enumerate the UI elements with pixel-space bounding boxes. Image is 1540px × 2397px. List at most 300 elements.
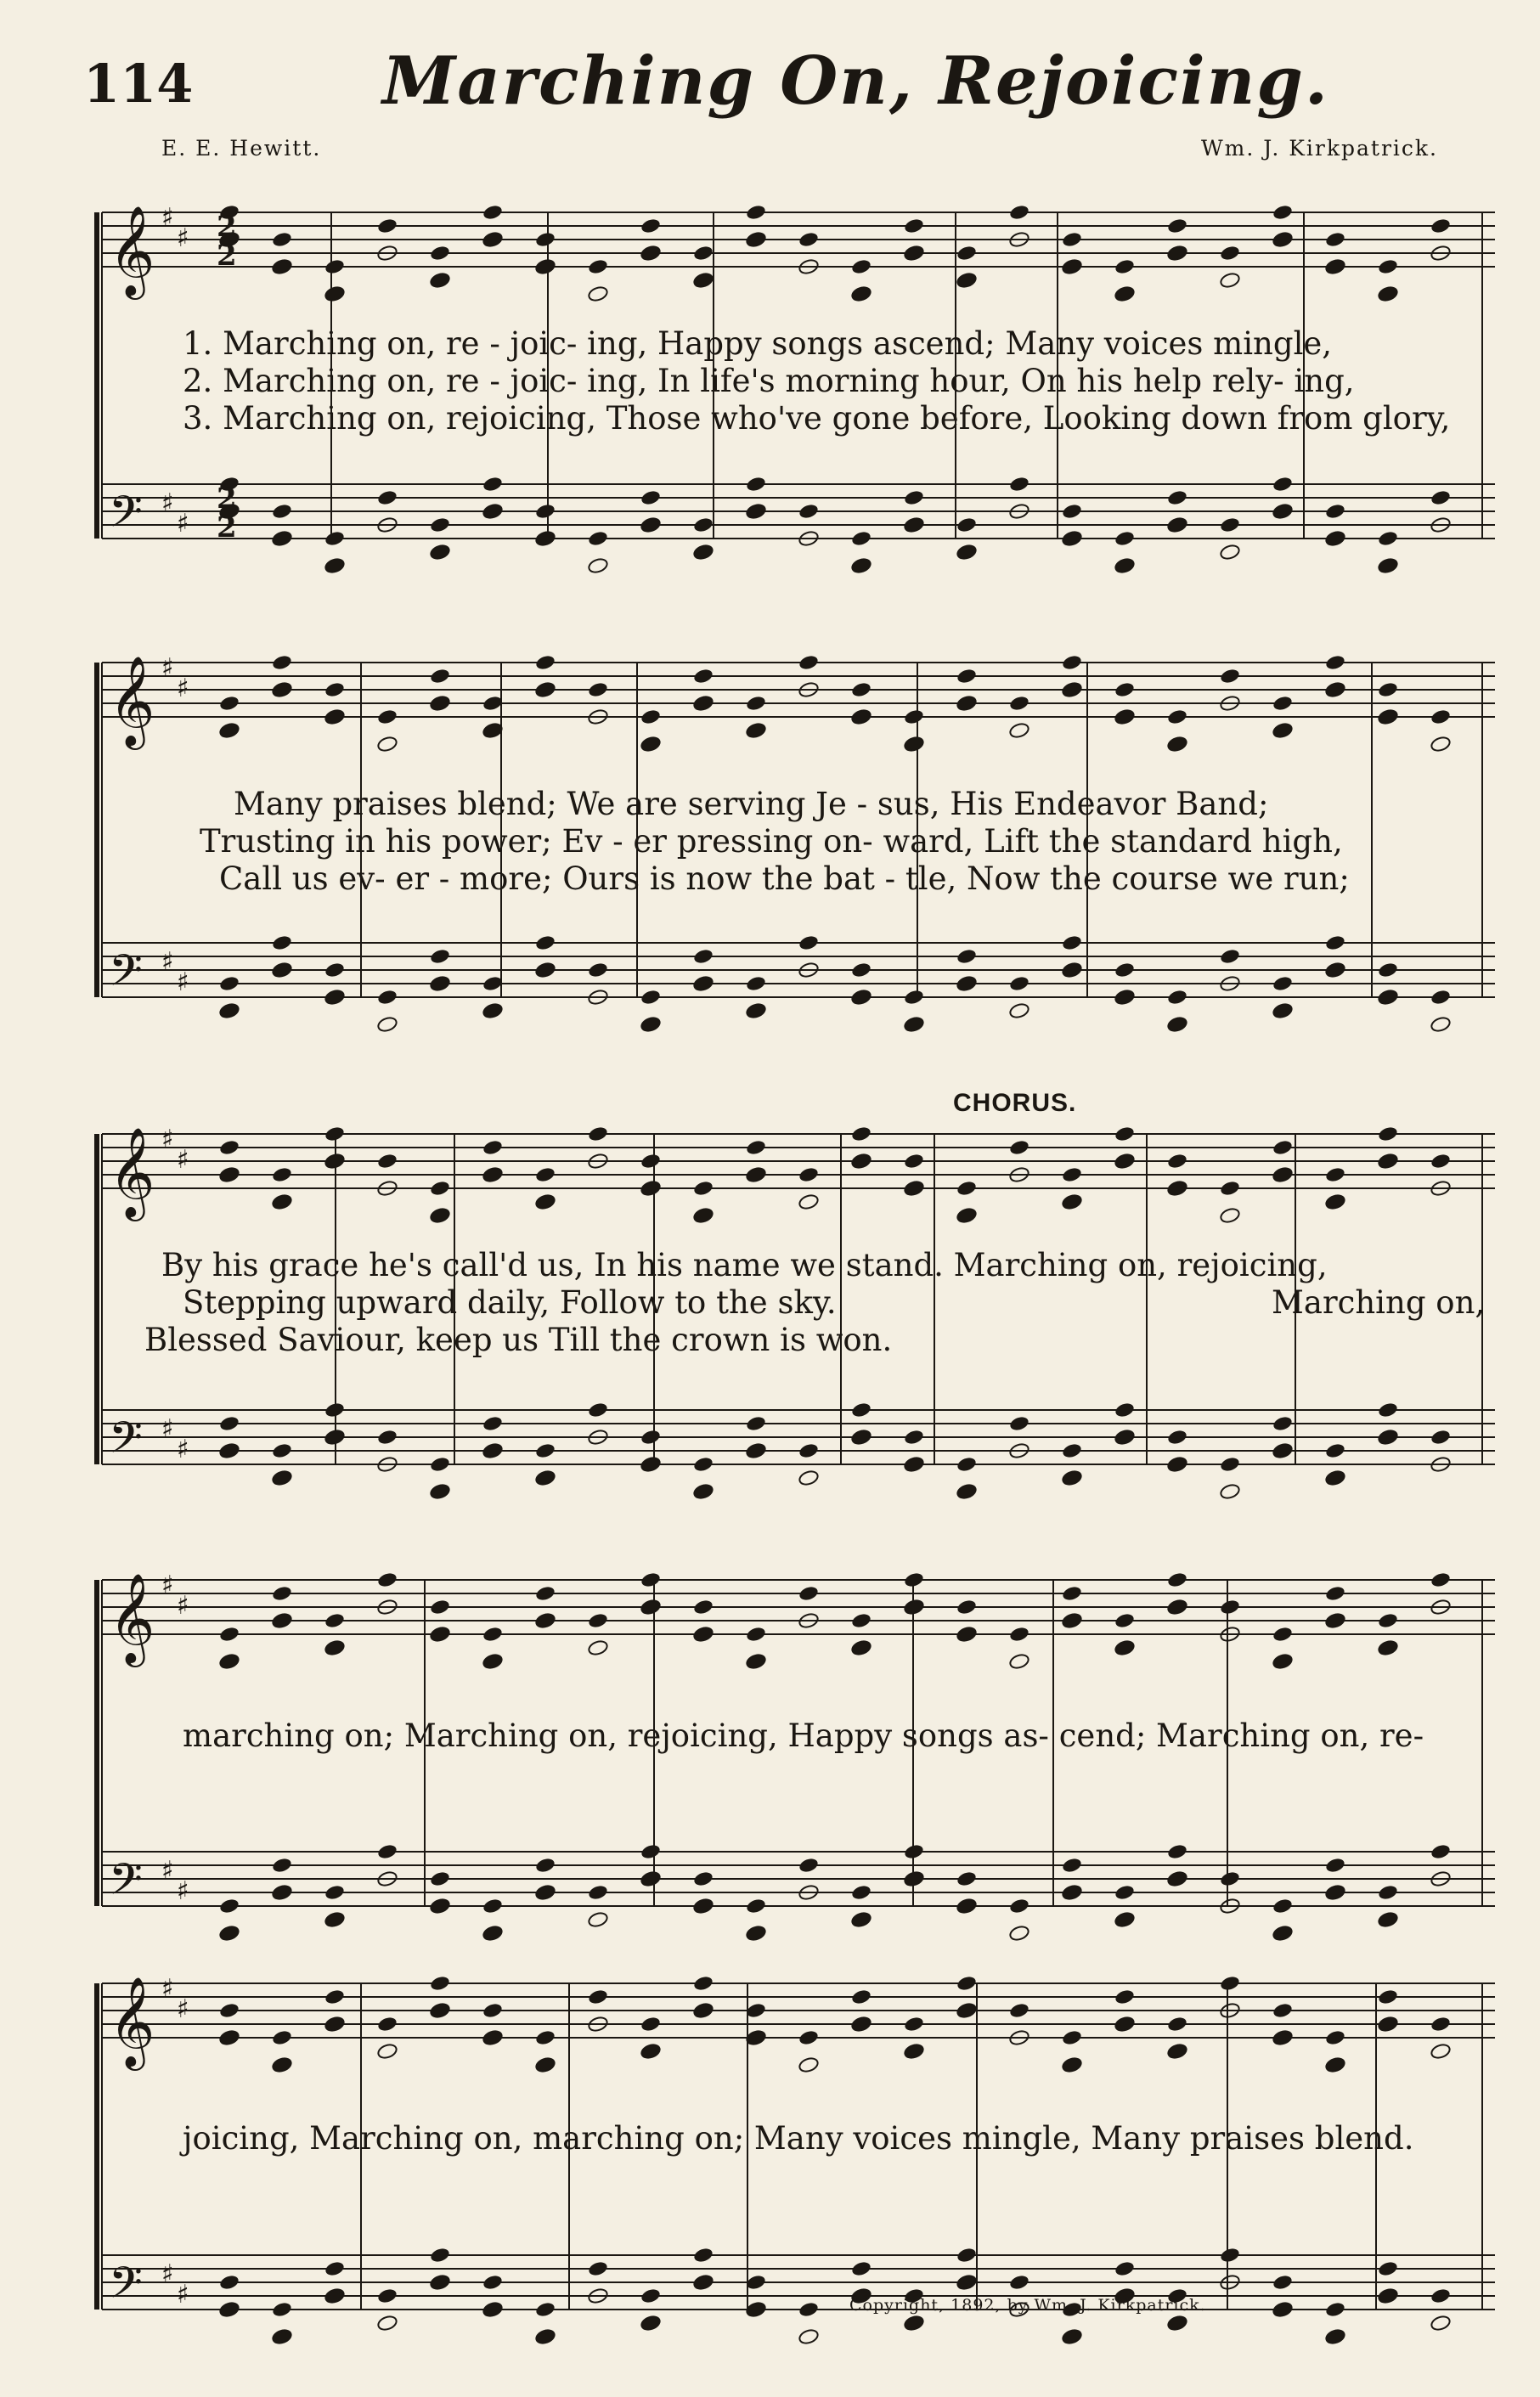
note-head <box>745 2002 766 2020</box>
note-head <box>218 1653 240 1671</box>
note-head <box>1166 489 1187 507</box>
note-head <box>482 1415 503 1433</box>
note-head <box>1377 1612 1398 1630</box>
note-head <box>640 2315 661 2332</box>
time-signature-numerator: 2 <box>217 482 237 516</box>
note-head <box>534 503 556 521</box>
note-head <box>798 231 819 249</box>
note-head <box>1061 2056 1082 2074</box>
page-number: 114 <box>83 53 194 115</box>
note-head <box>1114 1125 1135 1143</box>
note-head <box>640 489 661 507</box>
note-head <box>1377 258 1398 276</box>
note-head <box>798 654 819 672</box>
note-head <box>324 708 345 726</box>
note-head <box>587 557 608 575</box>
lyric-line: Blessed Saviour, keep us Till the crown is won. <box>144 1322 893 1358</box>
note-head <box>218 1626 240 1644</box>
sharp-icon: ♯ <box>177 509 189 539</box>
note-head <box>903 708 924 726</box>
note-head <box>1272 1415 1293 1433</box>
note-head <box>850 1911 872 1929</box>
sharp-icon: ♯ <box>177 1876 189 1906</box>
note-head <box>1008 695 1029 713</box>
note-head <box>798 503 819 521</box>
note-head <box>692 2274 714 2292</box>
note-head <box>376 2016 398 2033</box>
note-head <box>903 1429 924 1447</box>
note-head <box>1377 681 1398 699</box>
note-head <box>640 736 661 753</box>
note-head <box>640 516 661 534</box>
note-head <box>1272 1898 1293 1915</box>
note-head <box>1324 962 1345 979</box>
note-head <box>1324 2328 1345 2346</box>
note-head <box>1166 2043 1187 2061</box>
note-head <box>1377 1429 1398 1447</box>
note-head <box>956 695 977 713</box>
note-head <box>1430 989 1451 1007</box>
note-head <box>640 217 661 235</box>
sharp-icon: ♯ <box>177 1435 189 1464</box>
lyric-line: Trusting in his power; Ev - er pressing on- ward, Lift the standard high, <box>200 823 1343 860</box>
note-head <box>1061 530 1082 548</box>
note-head <box>271 1884 292 1902</box>
note-head <box>1272 2274 1293 2292</box>
note-head <box>640 1456 661 1474</box>
note-head <box>482 2002 503 2020</box>
sharp-icon: ♯ <box>161 653 174 683</box>
note-head <box>850 530 872 548</box>
note-head <box>956 516 977 534</box>
note-head <box>324 1988 345 2006</box>
note-head <box>376 217 398 235</box>
note-head <box>745 722 766 740</box>
note-head <box>1008 1139 1029 1157</box>
note-head <box>1377 1153 1398 1170</box>
note-head <box>271 1166 292 1184</box>
note-head <box>1377 2260 1398 2278</box>
sharp-icon: ♯ <box>161 1125 174 1154</box>
note-head <box>1114 989 1135 1007</box>
lyricist-credit: E. E. Hewitt. <box>161 136 322 161</box>
note-head <box>956 1626 977 1644</box>
note-head <box>587 285 608 303</box>
note-head <box>534 2029 556 2047</box>
note-head <box>429 2002 450 2020</box>
note-head <box>692 695 714 713</box>
note-head <box>956 272 977 290</box>
note-head <box>1324 231 1345 249</box>
note-head <box>271 503 292 521</box>
note-head <box>429 1207 450 1225</box>
note-head <box>218 1002 240 1020</box>
lyric-line: marching on; Marching on, rejoicing, Happy songs as- cend; Marching on, re- <box>183 1717 1424 1754</box>
note-head <box>692 245 714 262</box>
note-head <box>482 2301 503 2319</box>
lyric-line: By his grace he's call'd us, In his name we stand. Marching on, rejoicing, <box>161 1247 1328 1283</box>
note-head <box>745 1898 766 1915</box>
note-head <box>1061 1469 1082 1487</box>
note-head <box>271 1469 292 1487</box>
note-head <box>1377 530 1398 548</box>
note-head <box>1430 708 1451 726</box>
note-head <box>1114 1988 1135 2006</box>
note-head <box>903 1180 924 1198</box>
sharp-icon: ♯ <box>177 1591 189 1621</box>
note-head <box>798 1166 819 1184</box>
sharp-icon: ♯ <box>177 1145 189 1175</box>
note-head <box>1219 1483 1240 1501</box>
note-head <box>850 681 872 699</box>
note-head <box>903 1016 924 1034</box>
note-head <box>429 695 450 713</box>
note-head <box>1166 1843 1187 1861</box>
note-head <box>534 1585 556 1603</box>
note-head <box>1324 530 1345 548</box>
note-head <box>1166 1180 1187 1198</box>
note-head <box>692 272 714 290</box>
note-head <box>1430 1016 1451 1034</box>
note-head <box>1377 1988 1398 2006</box>
note-head <box>956 1180 977 1198</box>
note-head <box>1114 1429 1135 1447</box>
lyric-line: Stepping upward daily, Follow to the sky. <box>183 1284 837 1321</box>
note-head <box>903 2016 924 2033</box>
note-head <box>956 1207 977 1225</box>
bass-clef-icon: 𝄢 <box>109 1853 143 1915</box>
note-head <box>218 1139 240 1157</box>
note-head <box>692 2002 714 2020</box>
note-head <box>956 245 977 262</box>
note-head <box>745 1653 766 1671</box>
note-head <box>640 1599 661 1616</box>
sharp-icon: ♯ <box>161 1974 174 2004</box>
note-head <box>376 1429 398 1447</box>
note-head <box>745 2029 766 2047</box>
note-head <box>1061 1166 1082 1184</box>
note-head <box>640 2016 661 2033</box>
note-head <box>324 1612 345 1630</box>
note-head <box>1324 654 1345 672</box>
note-head <box>482 1442 503 1460</box>
note-head <box>956 668 977 685</box>
lyric-line: Many praises blend; We are serving Je - sus, His Endeavor Band; <box>234 786 1269 822</box>
note-head <box>1324 503 1345 521</box>
note-head <box>850 2016 872 2033</box>
note-head <box>903 989 924 1007</box>
note-head <box>534 1193 556 1211</box>
note-head <box>1114 285 1135 303</box>
note-head <box>1166 708 1187 726</box>
note-head <box>1430 2315 1451 2332</box>
note-head <box>640 1870 661 1888</box>
note-head <box>1008 1925 1029 1943</box>
note-head <box>1324 1166 1345 1184</box>
lyric-line: 1. Marching on, re - joic- ing, Happy songs ascend; Many voices mingle, <box>183 325 1333 362</box>
note-head <box>850 1988 872 2006</box>
note-head <box>1166 1456 1187 1474</box>
note-head <box>482 1898 503 1915</box>
note-head <box>956 2274 977 2292</box>
note-head <box>271 530 292 548</box>
note-head <box>956 1870 977 1888</box>
note-head <box>1166 2016 1187 2033</box>
note-head <box>1166 736 1187 753</box>
note-head <box>1377 285 1398 303</box>
note-head <box>956 1599 977 1616</box>
note-head <box>640 2287 661 2305</box>
note-head <box>324 530 345 548</box>
note-head <box>692 1626 714 1644</box>
note-head <box>218 2002 240 2020</box>
note-head <box>587 681 608 699</box>
sharp-icon: ♯ <box>177 1994 189 2024</box>
note-head <box>745 476 766 494</box>
note-head <box>1430 2043 1451 2061</box>
note-head <box>956 544 977 561</box>
note-head <box>798 2328 819 2346</box>
note-head <box>429 1975 450 1993</box>
note-head <box>429 516 450 534</box>
note-head <box>271 258 292 276</box>
note-head <box>482 722 503 740</box>
note-head <box>798 1442 819 1460</box>
note-head <box>1008 476 1029 494</box>
note-head <box>903 1153 924 1170</box>
note-head <box>376 736 398 753</box>
note-head <box>218 1166 240 1184</box>
note-head <box>640 1429 661 1447</box>
note-head <box>956 1975 977 1993</box>
note-head <box>218 1442 240 1460</box>
note-head <box>798 2056 819 2074</box>
note-head <box>534 231 556 249</box>
note-head <box>1008 204 1029 222</box>
note-head <box>745 503 766 521</box>
note-head <box>324 1884 345 1902</box>
note-head <box>1166 516 1187 534</box>
note-head <box>956 1483 977 1501</box>
note-head <box>1377 1402 1398 1419</box>
note-head <box>745 695 766 713</box>
note-head <box>271 2328 292 2346</box>
note-head <box>1430 1571 1451 1589</box>
note-head <box>376 708 398 726</box>
note-head <box>1008 722 1029 740</box>
note-head <box>1114 1153 1135 1170</box>
note-head <box>1061 2029 1082 2047</box>
note-head <box>1114 962 1135 979</box>
note-head <box>587 530 608 548</box>
note-head <box>218 1898 240 1915</box>
note-head <box>1430 1429 1451 1447</box>
note-head <box>798 1469 819 1487</box>
note-head <box>376 2315 398 2332</box>
note-head <box>850 557 872 575</box>
note-head <box>745 1166 766 1184</box>
note-head <box>1114 1911 1135 1929</box>
note-head <box>903 2315 924 2332</box>
sharp-icon: ♯ <box>161 1571 174 1600</box>
note-head <box>1166 989 1187 1007</box>
note-head <box>1114 557 1135 575</box>
bass-clef-icon: 𝄢 <box>109 486 143 548</box>
note-head <box>429 1599 450 1616</box>
note-head <box>534 1612 556 1630</box>
note-head <box>692 544 714 561</box>
note-head <box>429 544 450 561</box>
note-head <box>850 989 872 1007</box>
note-head <box>1061 1612 1082 1630</box>
sharp-icon: ♯ <box>177 967 189 997</box>
note-head <box>850 1153 872 1170</box>
note-head <box>1377 2016 1398 2033</box>
note-head <box>745 1442 766 1460</box>
note-head <box>692 1599 714 1616</box>
sharp-icon: ♯ <box>177 674 189 703</box>
note-head <box>1008 2274 1029 2292</box>
note-head <box>482 1139 503 1157</box>
note-head <box>1114 681 1135 699</box>
note-head <box>692 1456 714 1474</box>
note-head <box>1430 489 1451 507</box>
note-head <box>640 1843 661 1861</box>
note-head <box>1114 1884 1135 1902</box>
note-head <box>271 1193 292 1211</box>
note-head <box>798 2301 819 2319</box>
note-head <box>850 258 872 276</box>
note-head <box>429 1870 450 1888</box>
note-head <box>587 1125 608 1143</box>
note-head <box>376 1016 398 1034</box>
note-head <box>482 2029 503 2047</box>
note-head <box>798 1585 819 1603</box>
note-head <box>1166 1870 1187 1888</box>
note-head <box>1430 736 1451 753</box>
note-head <box>745 2274 766 2292</box>
note-head <box>1430 1153 1451 1170</box>
note-head <box>482 204 503 222</box>
note-head <box>482 1626 503 1644</box>
note-head <box>1219 668 1240 685</box>
note-head <box>482 2274 503 2292</box>
note-head <box>534 962 556 979</box>
note-head <box>640 1016 661 1034</box>
note-head <box>429 1626 450 1644</box>
note-head <box>850 1125 872 1143</box>
note-head <box>324 681 345 699</box>
note-head <box>534 1166 556 1184</box>
note-head <box>745 1139 766 1157</box>
note-head <box>271 2056 292 2074</box>
note-head <box>429 1898 450 1915</box>
note-head <box>1061 1857 1082 1875</box>
note-head <box>1061 1585 1082 1603</box>
note-head <box>692 1870 714 1888</box>
note-head <box>1377 708 1398 726</box>
note-head <box>1324 1857 1345 1875</box>
note-head <box>429 2247 450 2264</box>
sharp-icon: ♯ <box>177 2280 189 2310</box>
note-head <box>429 1180 450 1198</box>
note-head <box>956 948 977 966</box>
note-head <box>1219 948 1240 966</box>
note-head <box>692 975 714 993</box>
note-head <box>1061 258 1082 276</box>
note-head <box>1377 557 1398 575</box>
note-head <box>1272 1166 1293 1184</box>
note-head <box>640 1153 661 1170</box>
composer-credit: Wm. J. Kirkpatrick. <box>1200 136 1438 161</box>
note-head <box>1377 1884 1398 1902</box>
note-head <box>1114 708 1135 726</box>
note-head <box>903 2043 924 2061</box>
note-head <box>534 1469 556 1487</box>
note-head <box>745 975 766 993</box>
note-head <box>692 2247 714 2264</box>
note-head <box>1219 516 1240 534</box>
note-head <box>1324 681 1345 699</box>
note-head <box>429 272 450 290</box>
note-head <box>1219 1456 1240 1474</box>
note-head <box>218 2029 240 2047</box>
note-head <box>956 1898 977 1915</box>
note-head <box>534 2056 556 2074</box>
note-head <box>745 1002 766 1020</box>
note-head <box>1114 1402 1135 1419</box>
note-head <box>587 1988 608 2006</box>
note-head <box>1061 1442 1082 1460</box>
hymn-title: Marching On, Rejoicing. <box>382 42 1330 120</box>
note-head <box>692 1483 714 1501</box>
note-head <box>587 962 608 979</box>
note-head <box>1272 1626 1293 1644</box>
note-head <box>1219 272 1240 290</box>
note-head <box>271 1612 292 1630</box>
note-head <box>482 1166 503 1184</box>
note-head <box>534 2301 556 2319</box>
note-head <box>745 231 766 249</box>
sharp-icon: ♯ <box>161 1414 174 1444</box>
note-head <box>429 1456 450 1474</box>
note-head <box>1430 217 1451 235</box>
note-head <box>798 1193 819 1211</box>
treble-clef-icon: 𝄞 <box>109 1126 155 1217</box>
note-head <box>1272 503 1293 521</box>
note-head <box>271 681 292 699</box>
note-head <box>692 1975 714 1993</box>
note-head <box>1166 217 1187 235</box>
note-head <box>218 722 240 740</box>
time-signature-denominator: 2 <box>217 239 237 273</box>
note-head <box>218 2301 240 2319</box>
note-head <box>798 934 819 952</box>
note-head <box>1114 2260 1135 2278</box>
treble-clef-icon: 𝄞 <box>109 205 155 296</box>
note-head <box>1166 1429 1187 1447</box>
lyric-line: 3. Marching on, rejoicing, Those who've gone before, Looking down from glory, <box>183 400 1451 437</box>
note-head <box>376 1843 398 1861</box>
note-head <box>640 2043 661 2061</box>
note-head <box>1219 2247 1240 2264</box>
note-head <box>218 2274 240 2292</box>
note-head <box>1008 2002 1029 2020</box>
note-head <box>324 1911 345 1929</box>
note-head <box>956 975 977 993</box>
note-head <box>1061 654 1082 672</box>
note-head <box>1272 1653 1293 1671</box>
